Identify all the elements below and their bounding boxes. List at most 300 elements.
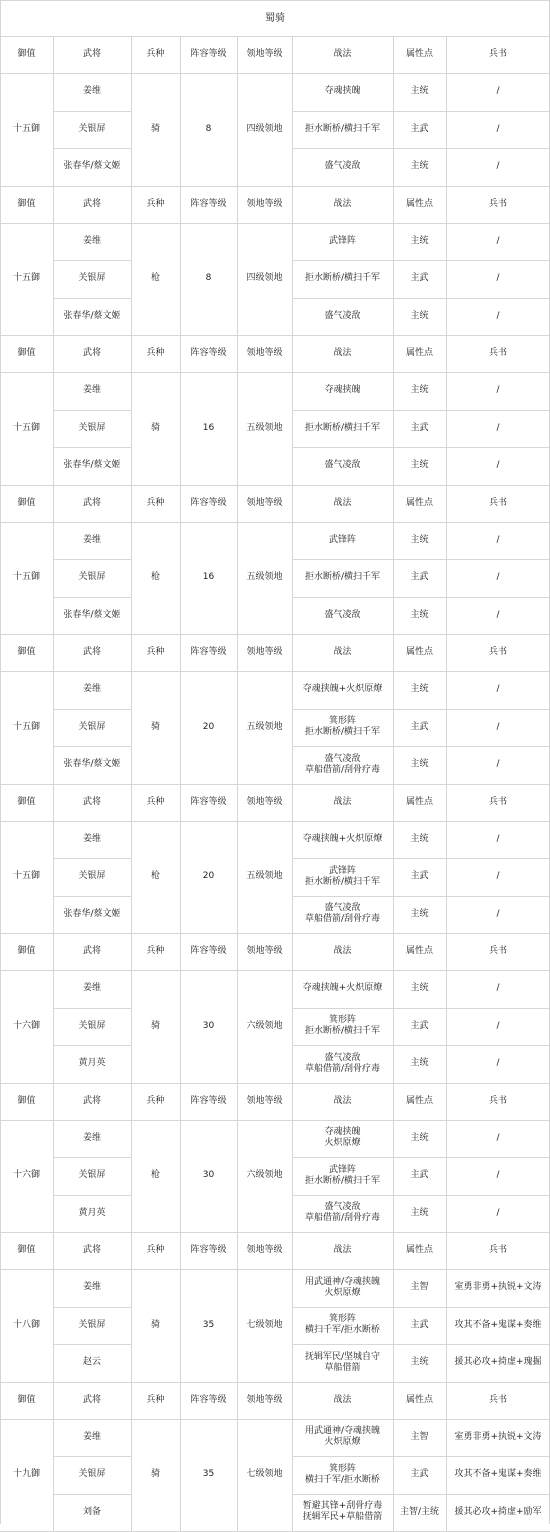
header-general: 武将 xyxy=(82,1245,101,1255)
cell-general: 姜维 xyxy=(82,1132,101,1143)
cell-attribute: 主武 xyxy=(410,721,429,732)
grid-line-horizontal xyxy=(53,746,131,747)
grid-line-horizontal xyxy=(292,260,550,261)
cell-military-book: 援其必攻+掎虚+瑰掘 xyxy=(454,1357,542,1368)
cell-military-book: / xyxy=(496,871,500,882)
grid-line-vertical xyxy=(393,335,394,485)
cell-tactic: 箕形阵 拒水断桥/横扫千军 xyxy=(304,716,381,738)
cell-attribute: 主智 xyxy=(410,1282,429,1293)
header-lineup-level: 阵容等级 xyxy=(190,647,227,657)
cell-general: 姜维 xyxy=(82,385,101,396)
cell-attribute: 主武 xyxy=(410,871,429,882)
grid-line-vertical xyxy=(237,335,238,485)
cell-general: 张春华/蔡文姬 xyxy=(63,759,121,770)
grid-line-horizontal xyxy=(53,1008,131,1009)
cell-general: 姜维 xyxy=(82,1282,101,1293)
cell-military-book: 攻其不备+鬼谋+奏维 xyxy=(454,1469,542,1480)
grid-line-vertical xyxy=(446,1382,447,1532)
cell-yuzhi: 十五御 xyxy=(12,123,40,134)
cell-general: 姜维 xyxy=(82,1431,101,1442)
grid-line-vertical xyxy=(131,36,132,186)
header-general: 武将 xyxy=(82,348,101,358)
cell-tactic: 箕形阵 拒水断桥/横扫千军 xyxy=(304,1015,381,1037)
grid-line-vertical xyxy=(237,1083,238,1233)
header-lineup-level: 阵容等级 xyxy=(190,796,227,807)
grid-line-vertical xyxy=(237,36,238,186)
cell-military-book: 援其必攻+掎虚+励军 xyxy=(454,1506,542,1517)
cell-general: 张春华/蔡文姬 xyxy=(63,609,121,620)
grid-line-vertical xyxy=(237,1382,238,1532)
grid-line-vertical xyxy=(180,1232,181,1382)
grid-line-vertical xyxy=(53,1232,54,1382)
cell-tactic: 抚辑军民/坚城自守 草船借箭 xyxy=(304,1351,381,1373)
header-troop-type: 兵种 xyxy=(146,647,165,657)
cell-military-book: / xyxy=(496,983,500,994)
cell-tactic: 拒水断桥/横扫千军 xyxy=(304,273,381,284)
grid-line-vertical xyxy=(237,933,238,1083)
grid-line-vertical xyxy=(180,634,181,784)
grid-line-horizontal xyxy=(292,1307,550,1308)
cell-general: 张春华/蔡文姬 xyxy=(63,161,121,172)
header-territory-level: 领地等级 xyxy=(246,1095,283,1106)
grid-line-horizontal xyxy=(53,260,131,261)
grid-line-horizontal xyxy=(53,1195,131,1196)
cell-military-book: / xyxy=(496,534,500,545)
grid-line-vertical xyxy=(180,36,181,186)
cell-general: 关银屏 xyxy=(78,721,106,732)
cell-tactic: 拒水断桥/横扫千军 xyxy=(304,572,381,583)
cell-general: 姜维 xyxy=(82,235,101,246)
header-military-book: 兵书 xyxy=(488,946,507,956)
header-lineup-level: 阵容等级 xyxy=(190,1095,227,1106)
cell-yuzhi: 十五御 xyxy=(12,422,40,433)
grid-line-vertical xyxy=(131,1382,132,1532)
header-general: 武将 xyxy=(82,198,101,209)
grid-line-vertical xyxy=(446,784,447,934)
grid-line-vertical xyxy=(180,784,181,934)
cell-troop-type: 骑 xyxy=(150,422,160,433)
grid-line-vertical xyxy=(237,186,238,336)
header-military-book: 兵书 xyxy=(488,1245,507,1255)
grid-line-horizontal xyxy=(292,559,550,560)
grid-line-vertical xyxy=(446,933,447,1083)
header-tactic: 战法 xyxy=(333,796,352,807)
header-troop-type: 兵种 xyxy=(146,946,165,956)
header-tactic: 战法 xyxy=(333,1245,352,1255)
cell-yuzhi: 十八御 xyxy=(12,1319,40,1330)
grid-line-vertical xyxy=(292,335,293,485)
cell-tactic: 夺魂挟魄+火炽原燎 xyxy=(302,684,383,695)
header-attribute: 属性点 xyxy=(405,946,433,956)
cell-attribute: 主统 xyxy=(410,385,429,396)
header-attribute: 属性点 xyxy=(405,348,433,358)
cell-troop-type: 枪 xyxy=(150,1170,160,1181)
cell-tactic: 箕形阵 横扫千军/拒水断桥 xyxy=(304,1463,381,1485)
cell-troop-type: 枪 xyxy=(150,871,160,882)
cell-military-book: / xyxy=(496,161,500,172)
grid-line-horizontal xyxy=(0,223,550,224)
grid-line-vertical xyxy=(237,784,238,934)
grid-line-vertical xyxy=(131,485,132,635)
cell-military-book: 攻其不备+鬼谋+奏维 xyxy=(454,1319,542,1330)
cell-yuzhi: 十五御 xyxy=(12,273,40,284)
header-attribute: 属性点 xyxy=(405,1095,433,1106)
cell-general: 关银屏 xyxy=(78,273,106,284)
cell-military-book: / xyxy=(496,123,500,134)
cell-territory-level: 五级领地 xyxy=(246,721,283,732)
cell-tactic: 夺魂挟魄+火炽原燎 xyxy=(302,983,383,994)
grid-line-vertical xyxy=(446,186,447,336)
header-territory-level: 领地等级 xyxy=(246,1245,283,1255)
header-lineup-level: 阵容等级 xyxy=(190,198,227,209)
cell-attribute: 主武 xyxy=(410,1170,429,1181)
header-yuzhi: 御值 xyxy=(17,198,36,209)
grid-line-horizontal xyxy=(0,0,550,1)
grid-line-vertical xyxy=(393,1382,394,1532)
grid-line-horizontal xyxy=(53,447,131,448)
header-tactic: 战法 xyxy=(333,49,352,59)
header-troop-type: 兵种 xyxy=(146,198,165,209)
cell-attribute: 主统 xyxy=(410,908,429,919)
cell-attribute: 主智 xyxy=(410,1431,429,1442)
grid-line-horizontal xyxy=(292,1456,550,1457)
grid-line-horizontal xyxy=(53,559,131,560)
grid-line-vertical xyxy=(393,36,394,186)
cell-attribute: 主统 xyxy=(410,86,429,97)
grid-line-horizontal xyxy=(292,1494,550,1495)
cell-tactic: 盛气凌敌 xyxy=(324,161,361,172)
cell-tactic: 用武通神/夺魂挟魄 火炽原燎 xyxy=(304,1276,381,1298)
grid-line-vertical xyxy=(393,1232,394,1382)
grid-line-horizontal xyxy=(0,73,550,74)
cell-territory-level: 五级领地 xyxy=(246,871,283,882)
cell-lineup-level: 8 xyxy=(205,123,212,134)
grid-line-vertical xyxy=(393,784,394,934)
cell-tactic: 拒水断桥/横扫千军 xyxy=(304,422,381,433)
header-general: 武将 xyxy=(82,1394,101,1405)
cell-yuzhi: 十五御 xyxy=(12,572,40,583)
header-yuzhi: 御值 xyxy=(17,497,36,508)
grid-line-vertical xyxy=(393,933,394,1083)
header-troop-type: 兵种 xyxy=(146,49,165,59)
cell-military-book: / xyxy=(496,385,500,396)
grid-line-vertical xyxy=(446,1232,447,1382)
grid-line-vertical xyxy=(446,36,447,186)
cell-military-book: 室勇非勇+执锐+文涛 xyxy=(454,1282,542,1293)
grid-line-vertical xyxy=(180,933,181,1083)
grid-line-horizontal xyxy=(0,821,550,822)
cell-attribute: 主武 xyxy=(410,1319,429,1330)
header-general: 武将 xyxy=(82,946,101,956)
grid-line-horizontal xyxy=(0,1120,550,1121)
header-territory-level: 领地等级 xyxy=(246,49,283,59)
cell-territory-level: 六级领地 xyxy=(246,1020,283,1031)
grid-line-horizontal xyxy=(0,522,550,523)
cell-attribute: 主统 xyxy=(410,609,429,620)
grid-line-horizontal xyxy=(292,858,550,859)
cell-lineup-level: 35 xyxy=(202,1319,215,1330)
cell-general: 关银屏 xyxy=(78,123,106,134)
grid-line-vertical xyxy=(180,485,181,635)
grid-line-horizontal xyxy=(292,1008,550,1009)
cell-attribute: 主统 xyxy=(410,1132,429,1143)
header-military-book: 兵书 xyxy=(488,647,507,657)
grid-line-horizontal xyxy=(53,148,131,149)
cell-general: 关银屏 xyxy=(78,422,106,433)
header-territory-level: 领地等级 xyxy=(246,497,283,508)
cell-military-book: / xyxy=(496,310,500,321)
cell-general: 张春华/蔡文姬 xyxy=(63,908,121,919)
header-attribute: 属性点 xyxy=(405,1394,433,1405)
header-general: 武将 xyxy=(82,49,101,59)
cell-attribute: 主统 xyxy=(410,684,429,695)
cell-tactic: 武锋阵 拒水断桥/横扫千军 xyxy=(304,1164,381,1186)
cell-general: 姜维 xyxy=(82,534,101,545)
header-yuzhi: 御值 xyxy=(17,647,36,657)
cell-general: 姜维 xyxy=(82,833,101,844)
grid-line-vertical xyxy=(131,1232,132,1382)
cell-lineup-level: 8 xyxy=(205,273,212,284)
grid-line-horizontal xyxy=(0,372,550,373)
cell-attribute: 主统 xyxy=(410,1357,429,1368)
header-military-book: 兵书 xyxy=(488,348,507,358)
cell-attribute: 主武 xyxy=(410,1469,429,1480)
grid-line-vertical xyxy=(237,1232,238,1382)
header-military-book: 兵书 xyxy=(488,497,507,508)
header-attribute: 属性点 xyxy=(405,497,433,508)
header-general: 武将 xyxy=(82,497,101,508)
cell-general: 关银屏 xyxy=(78,871,106,882)
cell-lineup-level: 16 xyxy=(202,572,215,583)
grid-line-horizontal xyxy=(292,447,550,448)
header-territory-level: 领地等级 xyxy=(246,348,283,358)
cell-general: 关银屏 xyxy=(78,572,106,583)
cell-general: 关银屏 xyxy=(78,1319,106,1330)
cell-general: 张春华/蔡文姬 xyxy=(63,310,121,321)
header-lineup-level: 阵容等级 xyxy=(190,348,227,358)
cell-military-book: / xyxy=(496,273,500,284)
grid-line-vertical xyxy=(292,1382,293,1532)
header-lineup-level: 阵容等级 xyxy=(190,1245,227,1255)
grid-line-vertical xyxy=(446,634,447,784)
grid-line-vertical xyxy=(131,933,132,1083)
grid-line-vertical xyxy=(292,485,293,635)
cell-attribute: 主武 xyxy=(410,1020,429,1031)
header-tactic: 战法 xyxy=(333,497,352,508)
cell-military-book: 室勇非勇+执锐+文涛 xyxy=(454,1431,542,1442)
cell-tactic: 盛气凌敌 草船借箭/刮骨疗毒 xyxy=(304,1202,381,1224)
grid-line-horizontal xyxy=(0,1419,550,1420)
cell-tactic: 武锋阵 xyxy=(328,534,356,545)
cell-general: 张春华/蔡文姬 xyxy=(63,460,121,471)
grid-line-vertical xyxy=(393,634,394,784)
cell-territory-level: 五级领地 xyxy=(246,572,283,583)
table-title: 蜀骑 xyxy=(265,12,285,24)
cell-general: 黄月英 xyxy=(78,1207,106,1218)
header-territory-level: 领地等级 xyxy=(246,946,283,956)
grid-line-horizontal xyxy=(292,746,550,747)
header-troop-type: 兵种 xyxy=(146,497,165,508)
header-general: 武将 xyxy=(82,796,101,807)
header-yuzhi: 御值 xyxy=(17,348,36,358)
grid-line-horizontal xyxy=(53,111,131,112)
grid-line-vertical xyxy=(131,1083,132,1233)
cell-troop-type: 枪 xyxy=(150,273,160,284)
cell-military-book: / xyxy=(496,1132,500,1143)
grid-line-horizontal xyxy=(292,410,550,411)
header-territory-level: 领地等级 xyxy=(246,647,283,657)
cell-military-book: / xyxy=(496,721,500,732)
cell-attribute: 主统 xyxy=(410,310,429,321)
grid-line-vertical xyxy=(292,933,293,1083)
cell-territory-level: 五级领地 xyxy=(246,422,283,433)
cell-attribute: 主武 xyxy=(410,572,429,583)
grid-line-horizontal xyxy=(53,410,131,411)
grid-line-vertical xyxy=(446,485,447,635)
grid-line-horizontal xyxy=(0,970,550,971)
grid-line-vertical xyxy=(131,335,132,485)
cell-attribute: 主智/主统 xyxy=(399,1506,440,1517)
cell-general: 关银屏 xyxy=(78,1170,106,1181)
grid-line-horizontal xyxy=(292,1157,550,1158)
grid-line-horizontal xyxy=(53,298,131,299)
grid-line-horizontal xyxy=(53,1157,131,1158)
cell-attribute: 主统 xyxy=(410,1058,429,1069)
header-territory-level: 领地等级 xyxy=(246,796,283,807)
cell-general: 姜维 xyxy=(82,983,101,994)
grid-line-vertical xyxy=(131,186,132,336)
header-yuzhi: 御值 xyxy=(17,1095,36,1106)
header-attribute: 属性点 xyxy=(405,647,433,657)
grid-line-vertical xyxy=(393,485,394,635)
grid-line-horizontal xyxy=(292,111,550,112)
header-troop-type: 兵种 xyxy=(146,1394,165,1405)
grid-line-horizontal xyxy=(292,1344,550,1345)
header-troop-type: 兵种 xyxy=(146,796,165,807)
grid-line-horizontal xyxy=(0,1269,550,1270)
cell-tactic: 夺魂挟魄 xyxy=(324,385,361,396)
header-lineup-level: 阵容等级 xyxy=(190,497,227,508)
grid-line-horizontal xyxy=(53,1494,131,1495)
cell-lineup-level: 16 xyxy=(202,422,215,433)
grid-line-horizontal xyxy=(292,1045,550,1046)
grid-line-vertical xyxy=(53,784,54,934)
cell-military-book: / xyxy=(496,460,500,471)
header-troop-type: 兵种 xyxy=(146,1245,165,1255)
grid-line-vertical xyxy=(53,1083,54,1233)
grid-line-horizontal xyxy=(292,709,550,710)
cell-military-book: / xyxy=(496,908,500,919)
cell-tactic: 武锋阵 xyxy=(328,235,356,246)
cell-military-book: / xyxy=(496,1058,500,1069)
grid-line-vertical xyxy=(292,634,293,784)
header-tactic: 战法 xyxy=(333,946,352,956)
cell-attribute: 主统 xyxy=(410,833,429,844)
grid-line-horizontal xyxy=(53,858,131,859)
cell-military-book: / xyxy=(496,684,500,695)
cell-lineup-level: 35 xyxy=(202,1469,215,1480)
header-lineup-level: 阵容等级 xyxy=(190,946,227,956)
header-general: 武将 xyxy=(82,1095,101,1106)
grid-line-vertical xyxy=(446,1083,447,1233)
header-attribute: 属性点 xyxy=(405,1245,433,1255)
cell-territory-level: 四级领地 xyxy=(246,273,283,284)
cell-general: 姜维 xyxy=(82,86,101,97)
grid-line-vertical xyxy=(53,485,54,635)
cell-military-book: / xyxy=(496,609,500,620)
cell-attribute: 主统 xyxy=(410,161,429,172)
header-military-book: 兵书 xyxy=(488,49,507,59)
cell-tactic: 盛气凌敌 xyxy=(324,460,361,471)
cell-attribute: 主统 xyxy=(410,534,429,545)
header-tactic: 战法 xyxy=(333,198,352,209)
cell-general: 赵云 xyxy=(82,1357,101,1368)
header-territory-level: 领地等级 xyxy=(246,198,283,209)
cell-general: 关银屏 xyxy=(78,1020,106,1031)
cell-troop-type: 骑 xyxy=(150,1319,160,1330)
grid-line-vertical xyxy=(180,1083,181,1233)
header-military-book: 兵书 xyxy=(488,1095,507,1106)
grid-line-vertical xyxy=(53,634,54,784)
cell-tactic: 盛气凌敌 草船借箭/刮骨疗毒 xyxy=(304,753,381,775)
cell-attribute: 主统 xyxy=(410,759,429,770)
grid-line-horizontal xyxy=(53,1456,131,1457)
header-attribute: 属性点 xyxy=(405,198,433,209)
header-yuzhi: 御值 xyxy=(17,1394,36,1405)
cell-tactic: 拒水断桥/横扫千军 xyxy=(304,123,381,134)
grid-line-vertical xyxy=(393,1083,394,1233)
grid-line-horizontal xyxy=(53,709,131,710)
header-yuzhi: 御值 xyxy=(17,796,36,807)
cell-attribute: 主武 xyxy=(410,123,429,134)
header-lineup-level: 阵容等级 xyxy=(190,1394,227,1405)
header-territory-level: 领地等级 xyxy=(246,1394,283,1405)
header-yuzhi: 御值 xyxy=(17,49,36,59)
grid-line-horizontal xyxy=(0,671,550,672)
header-troop-type: 兵种 xyxy=(146,1095,165,1106)
header-tactic: 战法 xyxy=(333,1095,352,1106)
header-general: 武将 xyxy=(82,647,101,657)
cell-attribute: 主统 xyxy=(410,1207,429,1218)
cell-territory-level: 六级领地 xyxy=(246,1170,283,1181)
header-attribute: 属性点 xyxy=(405,49,433,59)
cell-tactic: 盛气凌敌 xyxy=(324,609,361,620)
grid-line-horizontal xyxy=(292,1195,550,1196)
cell-general: 刘备 xyxy=(82,1506,101,1517)
cell-military-book: / xyxy=(496,759,500,770)
cell-general: 关银屏 xyxy=(78,1469,106,1480)
cell-territory-level: 七级领地 xyxy=(246,1319,283,1330)
grid-line-vertical xyxy=(292,784,293,934)
cell-tactic: 用武通神/夺魂挟魄 火炽原燎 xyxy=(304,1426,381,1448)
header-yuzhi: 御值 xyxy=(17,1245,36,1255)
cell-yuzhi: 十六御 xyxy=(12,1170,40,1181)
grid-line-vertical xyxy=(180,335,181,485)
grid-line-horizontal xyxy=(292,896,550,897)
header-tactic: 战法 xyxy=(333,348,352,358)
cell-troop-type: 骑 xyxy=(150,721,160,732)
cell-military-book: / xyxy=(496,1170,500,1181)
cell-attribute: 主统 xyxy=(410,983,429,994)
header-yuzhi: 御值 xyxy=(17,946,36,956)
grid-line-vertical xyxy=(131,784,132,934)
cell-territory-level: 四级领地 xyxy=(246,123,283,134)
header-tactic: 战法 xyxy=(333,647,352,657)
grid-line-vertical xyxy=(53,933,54,1083)
grid-line-vertical xyxy=(292,1083,293,1233)
cell-tactic: 盛气凌敌 草船借箭/刮骨疗毒 xyxy=(304,903,381,925)
cell-tactic: 夺魂挟魄 火炽原燎 xyxy=(324,1127,361,1149)
